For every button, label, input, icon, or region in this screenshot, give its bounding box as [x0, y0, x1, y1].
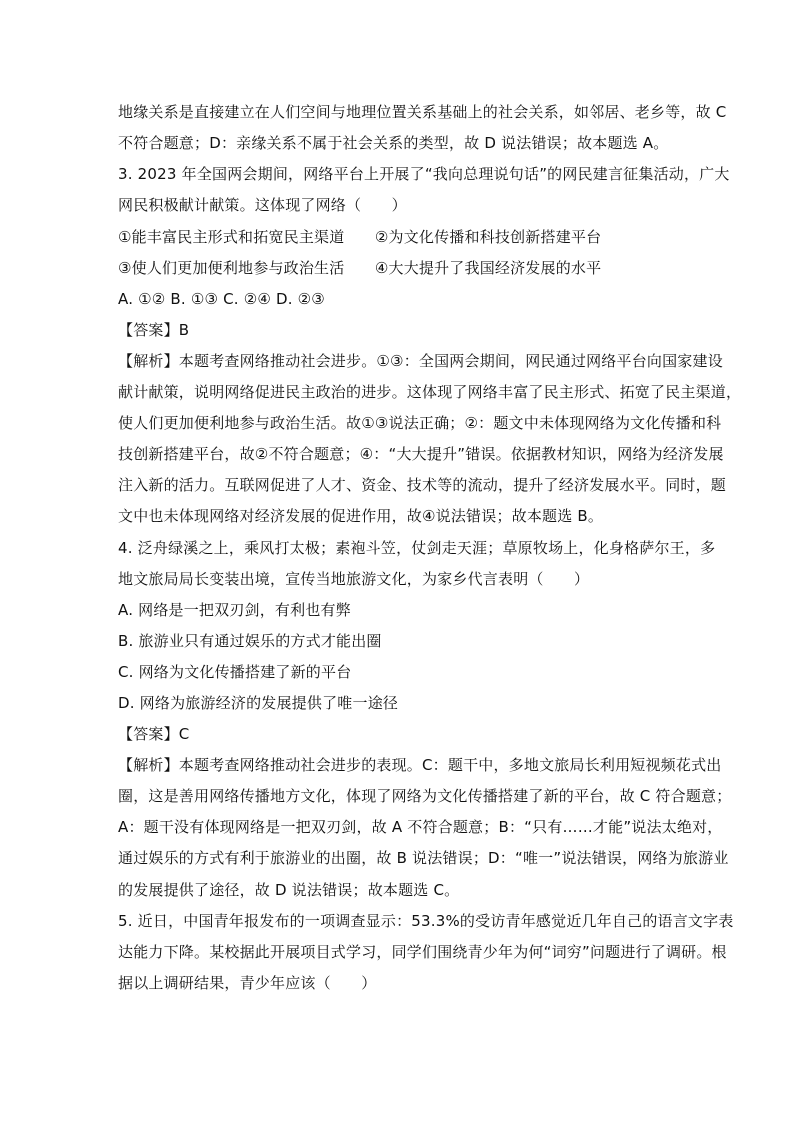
- text-line: 地文旅局局长变装出境，宣传当地旅游文化，为家乡代言表明（ ）: [118, 570, 590, 588]
- analysis-line: 技创新搭建平台，故②不符合题意；④：“大大提升”错误。依据教材知识，网络为经济发展: [118, 445, 724, 463]
- statement-options: ①能丰富民主形式和拓宽民主渠道 ②为文化传播和科技创新搭建平台: [118, 228, 602, 246]
- option-c: C. 网络为文化传播搭建了新的平台: [118, 663, 352, 681]
- answer-label: 【答案】B: [118, 321, 190, 339]
- analysis-line: 的发展提供了途径，故 D 说法错误；故本题选 C。: [118, 881, 460, 899]
- text-line: 地缘关系是直接建立在人们空间与地理位置关系基础上的社会关系，如邻居、老乡等，故 C: [118, 103, 727, 121]
- answer-choices: A. ①② B. ①③ C. ②④ D. ②③: [118, 290, 325, 308]
- option-d: D. 网络为旅游经济的发展提供了唯一途径: [118, 694, 399, 712]
- analysis-line: 注入新的活力。互联网促进了人才、资金、技术等的流动，提升了经济发展水平。同时，题: [118, 476, 727, 494]
- option-a: A. 网络是一把双刃剑，有利也有弊: [118, 601, 351, 619]
- option-b: B. 旅游业只有通过娱乐的方式才能出圈: [118, 632, 382, 650]
- text-line: 达能力下降。某校据此开展项目式学习，同学们围绕青少年为何“词穷”问题进行了调研。根: [118, 943, 727, 961]
- analysis-line: 【解析】本题考查网络推动社会进步。①③：全国两会期间，网民通过网络平台向国家建设: [118, 352, 723, 370]
- question-3-stem: 3. 2023 年全国两会期间，网络平台上开展了“我向总理说句话”的网民建言征集活动，广大: [118, 165, 730, 183]
- analysis-line: 圈，这是善用网络传播地方文化，体现了网络为文化传播搭建了新的平台，故 C 符合题意；: [118, 787, 732, 805]
- text-line: 网民积极献计献策。这体现了网络（ ）: [118, 196, 407, 214]
- analysis-line: 【解析】本题考查网络推动社会进步的表现。C：题干中，多地文旅局长利用短视频花式出: [118, 756, 722, 774]
- analysis-line: 献计献策，说明网络促进民主政治的进步。这体现了网络丰富了民主形式、拓宽了民主渠道，: [118, 383, 742, 401]
- statement-options: ③使人们更加便利地参与政治生活 ④大大提升了我国经济发展的水平: [118, 259, 602, 277]
- text-line: 据以上调研结果，青少年应该（ ）: [118, 974, 377, 992]
- question-4-stem: 4. 泛舟绿溪之上，乘风打太极；素袍斗笠，仗剑走天涯；草原牧场上，化身格萨尔王，多: [118, 539, 716, 557]
- analysis-line: 文中也未体现网络对经济发展的促进作用，故④说法错误；故本题选 B。: [118, 507, 604, 525]
- analysis-line: 使人们更加便利地参与政治生活。故①③说法正确；②：题文中未体现网络为文化传播和科: [118, 414, 722, 432]
- text-line: 不符合题意；D：亲缘关系不属于社会关系的类型，故 D 说法错误；故本题选 A。: [118, 134, 669, 152]
- analysis-line: 通过娱乐的方式有利于旅游业的出圈，故 B 说法错误；D：“唯一”说法错误，网络为旅游业: [118, 849, 729, 867]
- answer-label: 【答案】C: [118, 725, 190, 743]
- question-5-stem: 5. 近日，中国青年报发布的一项调查显示：53.3%的受访青年感觉近几年自己的语言文字表: [118, 912, 734, 930]
- analysis-line: A：题干没有体现网络是一把双刃剑，故 A 不符合题意；B：“只有……才能”说法太绝对，: [118, 818, 723, 836]
